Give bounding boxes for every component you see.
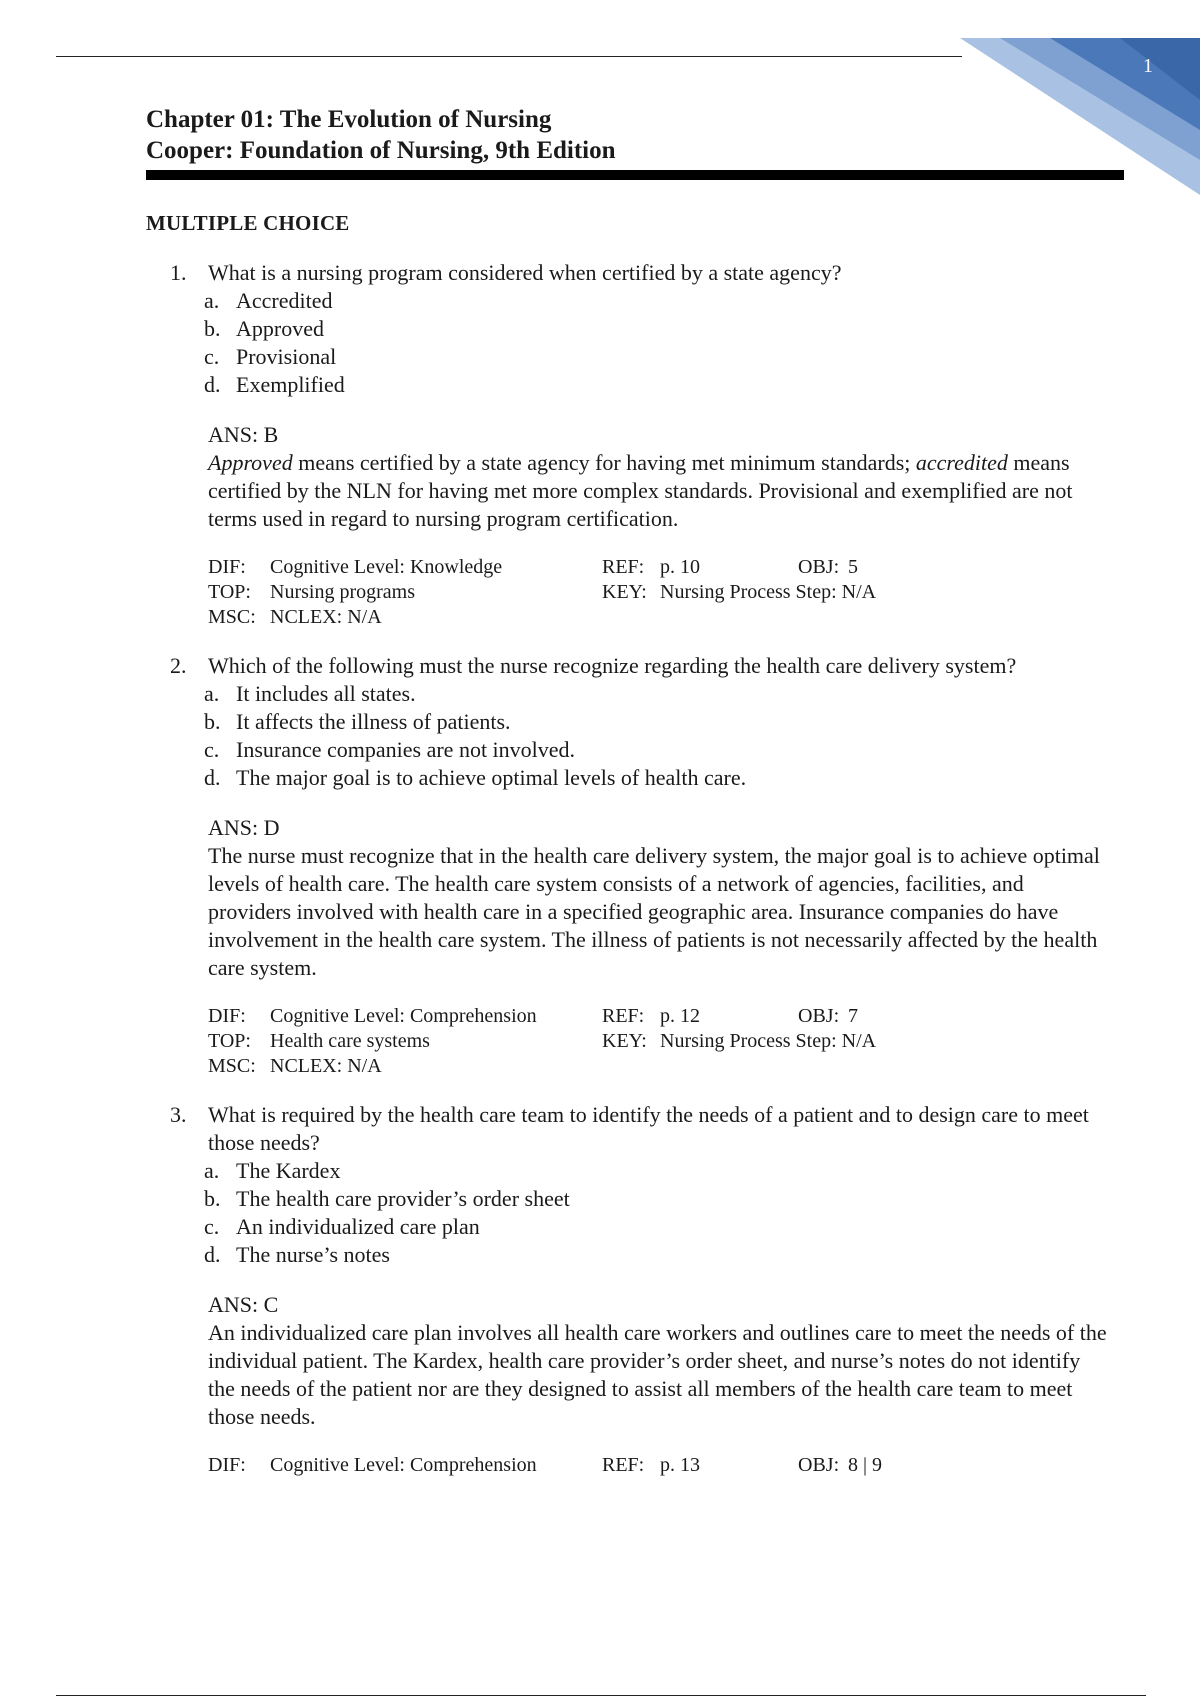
option-a: a. The Kardex <box>204 1158 341 1183</box>
objective: 7 <box>848 1005 858 1027</box>
question-number: 3. <box>170 1102 187 1127</box>
option-c: c. Provisional <box>204 344 337 369</box>
option-c: c. An individualized care plan <box>204 1214 480 1239</box>
reference: p. 10 <box>660 556 700 578</box>
chapter-title: Chapter 01: The Evolution of Nursing <box>146 106 552 133</box>
objective: 8 | 9 <box>848 1454 883 1476</box>
answer-block <box>208 1291 1130 1478</box>
document-header <box>146 104 616 166</box>
options-list <box>170 680 1130 792</box>
rationale: Approved means certified by a state agency for having met minimum standards; accredited means certified by the NLN for having met more complex standards. Provisional and exemplified are not terms used in regard to nursing program certification. <box>208 450 1073 531</box>
reference: p. 12 <box>660 1005 700 1027</box>
options-list <box>170 287 1130 399</box>
answer-key: ANS: D <box>208 815 280 840</box>
question-number: 1. <box>170 260 187 285</box>
option-b: b. Approved <box>204 316 324 341</box>
question-text: What is required by the health care team to identify the needs of a patient and to design care to meet those needs? <box>208 1102 1089 1155</box>
question-metadata: DIF: Cognitive Level: Comprehension REF: p. 13 OBJ: 8 | 9 <box>208 1454 883 1476</box>
topic: Nursing programs <box>270 581 415 603</box>
page-number: 1 <box>1143 55 1153 77</box>
question-text: What is a nursing program considered when certified by a state agency? <box>208 260 842 285</box>
objective: 5 <box>848 556 858 578</box>
question-metadata: DIF: Cognitive Level: Comprehension REF: p. 12 OBJ: 7 TOP: Health care systems KEY: Nursing Process Step: N/A MSC: NCLEX: N/A <box>208 1005 877 1077</box>
top-rule <box>56 56 962 57</box>
question-1 <box>170 259 1130 630</box>
topic: Health care systems <box>270 1030 430 1052</box>
key: Nursing Process Step: N/A <box>660 581 877 603</box>
misc: NCLEX: N/A <box>270 606 382 628</box>
section-title: MULTIPLE CHOICE <box>146 211 350 235</box>
option-b: b. The health care provider’s order sheet <box>204 1186 570 1211</box>
difficulty: Cognitive Level: Comprehension <box>270 1005 537 1027</box>
key: Nursing Process Step: N/A <box>660 1030 877 1052</box>
answer-key: ANS: B <box>208 422 279 447</box>
question-2 <box>170 652 1130 1079</box>
option-a: a. It includes all states. <box>204 681 416 706</box>
answer-block <box>208 814 1130 1079</box>
option-d: d. Exemplified <box>204 372 345 397</box>
difficulty: Cognitive Level: Knowledge <box>270 556 503 578</box>
option-d: d. The nurse’s notes <box>204 1242 390 1267</box>
misc: NCLEX: N/A <box>270 1055 382 1077</box>
option-a: a. Accredited <box>204 288 333 313</box>
reference: p. 13 <box>660 1454 700 1476</box>
option-d: d. The major goal is to achieve optimal levels of health care. <box>204 765 747 790</box>
answer-block <box>208 421 1130 630</box>
difficulty: Cognitive Level: Comprehension <box>270 1454 537 1476</box>
answer-key: ANS: C <box>208 1292 279 1317</box>
question-text: Which of the following must the nurse recognize regarding the health care delivery system? <box>208 653 1017 678</box>
header-rule <box>146 170 1124 180</box>
option-b: b. It affects the illness of patients. <box>204 709 511 734</box>
question-metadata: DIF: Cognitive Level: Knowledge REF: p. 10 OBJ: 5 TOP: Nursing programs KEY: Nursing Process Step: N/A MSC: NCLEX: N/A <box>208 556 877 628</box>
bottom-rule <box>56 1695 1146 1696</box>
options-list <box>170 1157 1130 1269</box>
book-title: Cooper: Foundation of Nursing, 9th Edition <box>146 137 616 164</box>
rationale: The nurse must recognize that in the health care delivery system, the major goal is to achieve optimal levels of health care. The health care system consists of a network of agencies, facilities, and providers involved with health care in a specified geographic area. Insurance companies do have involvement in the health care system. The illness of patients is not necessarily affected by the health care system. <box>208 843 1100 980</box>
rationale: An individualized care plan involves all health care workers and outlines care to meet the needs of the individual patient. The Kardex, health care provider’s order sheet, and nurse’s notes do not identify the needs of the patient nor are they designed to assist all members of the health care team to meet those needs. <box>208 1320 1107 1429</box>
question-number: 2. <box>170 653 187 678</box>
question-3 <box>170 1101 1130 1478</box>
option-c: c. Insurance companies are not involved. <box>204 737 576 762</box>
